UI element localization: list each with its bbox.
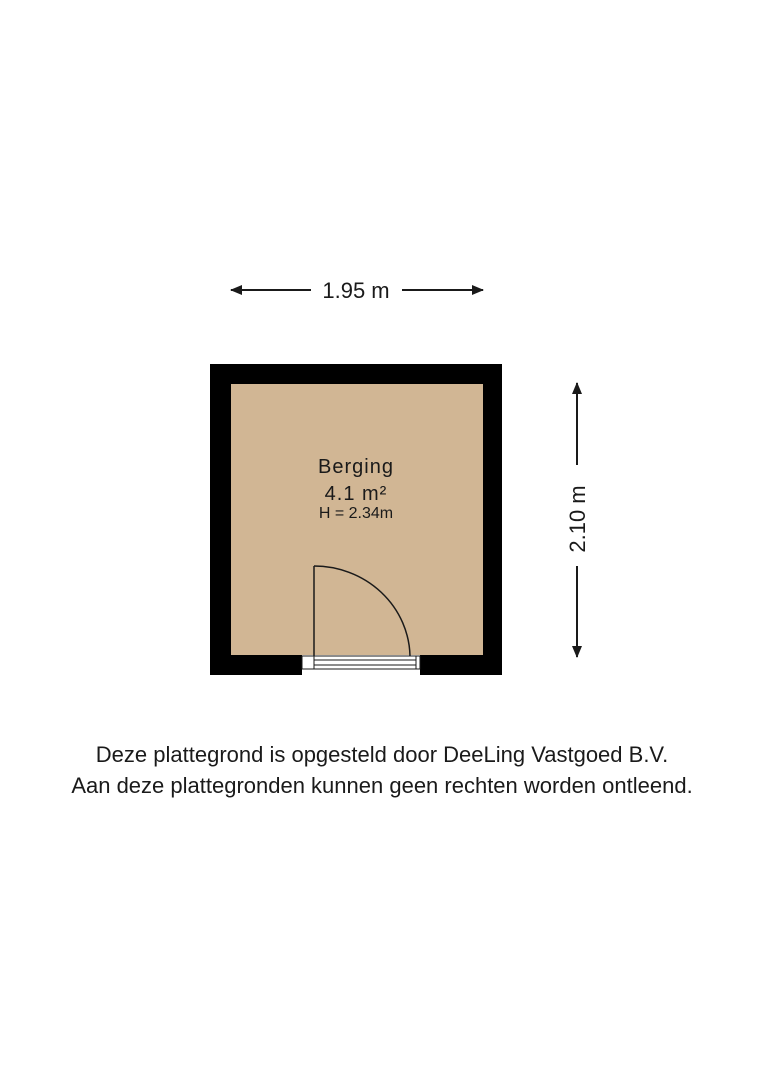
room-name: Berging [318,456,394,478]
disclaimer-line-2: Aan deze plattegronden kunnen geen rechten worden ontleend. [71,773,693,798]
room-berging [210,364,502,675]
width-dimension-label: 1.95 m [322,278,390,303]
depth-dimension [565,383,590,657]
room-area: 4.1 m² [324,483,388,505]
disclaimer-line-1: Deze plattegrond is opgesteld door DeeLing Vastgoed B.V. [95,742,669,767]
depth-dimension-label: 2.10 m [565,485,590,553]
width-dimension [231,278,483,303]
door-threshold [302,656,420,669]
room-height: H = 2.34m [318,505,394,522]
